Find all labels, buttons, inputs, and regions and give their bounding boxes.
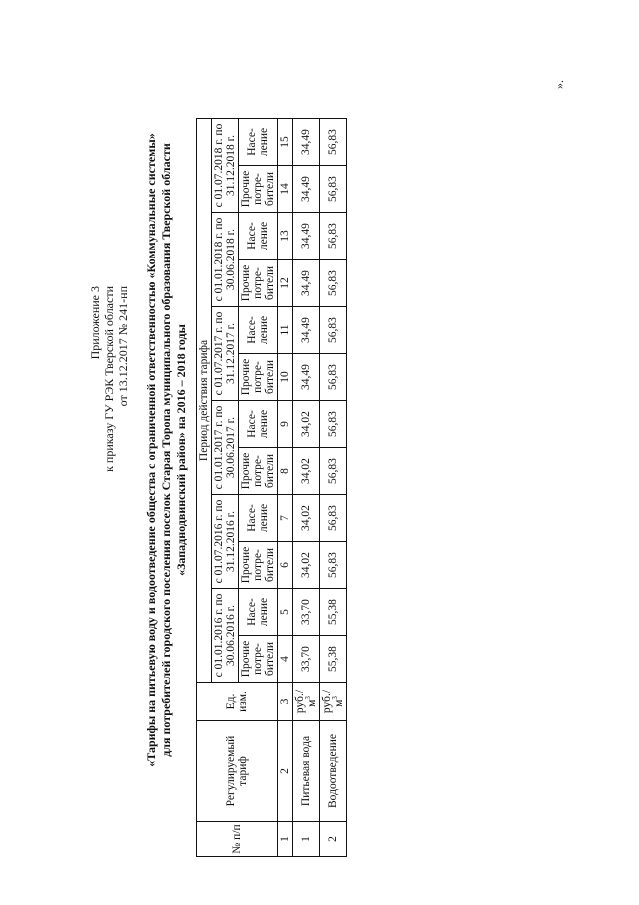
col-index: 6 — [278, 542, 293, 589]
col-index: 11 — [278, 307, 293, 354]
tariff-value: 56,83 — [320, 542, 347, 589]
row-num: 2 — [320, 822, 347, 857]
col-index: 13 — [278, 213, 293, 260]
col-index: 12 — [278, 260, 293, 307]
table-row-wastewater — [320, 119, 347, 857]
sub-population: Насе-ление — [239, 401, 278, 448]
tariff-value: 56,83 — [320, 213, 347, 260]
col-index: 8 — [278, 448, 293, 495]
col-index: 3 — [278, 683, 293, 721]
tariff-value: 56,83 — [320, 401, 347, 448]
tariff-value: 33,70 — [293, 636, 320, 683]
col-index: 14 — [278, 166, 293, 213]
col-index: 5 — [278, 589, 293, 636]
sub-other: Прочие потре-бители — [239, 448, 278, 495]
document-title — [144, 35, 189, 865]
period-6: с 01.07.2018 г. по 31.12.2018 г. — [212, 119, 239, 213]
sub-population: Насе-ление — [239, 307, 278, 354]
sub-population: Насе-ление — [239, 213, 278, 260]
tariff-value: 56,83 — [320, 166, 347, 213]
title-line-2: для потребителей городского поселения поселок Старая Торопа муниципального образования Тверской области — [159, 143, 173, 757]
sub-population: Насе-ление — [239, 495, 278, 542]
header-row-1 — [197, 119, 212, 857]
annex-line-2: к приказу ГУ РЭК Тверской области — [102, 286, 116, 472]
tariff-value: 34,02 — [293, 448, 320, 495]
period-4: с 01.07.2017 г. по 31.12.2017 г. — [212, 307, 239, 401]
closing-quote: ». — [552, 80, 566, 89]
tariff-value: 56,83 — [320, 495, 347, 542]
tariff-value: 34,49 — [293, 307, 320, 354]
tariff-value: 34,49 — [293, 166, 320, 213]
index-row — [278, 119, 293, 857]
header-tariff: Регулируемый тариф — [197, 721, 278, 822]
sub-other: Прочие потре-бители — [239, 166, 278, 213]
table-row-water — [293, 119, 320, 857]
row-unit: $руб./м^3$ — [293, 683, 320, 721]
tariff-value: 34,49 — [293, 213, 320, 260]
sub-other: Прочие потре-бители — [239, 260, 278, 307]
col-index: 7 — [278, 495, 293, 542]
title-line-1: «Тарифы на питьевую воду и водоотведение общества с ограниченной ответственностью «Коммунальные системы» — [144, 133, 158, 767]
tariff-value: 34,49 — [293, 119, 320, 166]
header-unit: Ед. изм. — [197, 683, 278, 721]
title-line-3: «Западнодвинский район» на 2016 – 2018 годы — [174, 324, 188, 576]
col-index: 2 — [278, 721, 293, 822]
col-index: 4 — [278, 636, 293, 683]
sub-population: Насе-ление — [239, 589, 278, 636]
col-index: 15 — [278, 119, 293, 166]
row-unit: $руб./м^3$ — [320, 683, 347, 721]
tariff-value: 34,49 — [293, 354, 320, 401]
tariff-value: 55,38 — [320, 636, 347, 683]
period-2: с 01.07.2016 г. по 31.12.2016 г. — [212, 495, 239, 589]
col-index: 10 — [278, 354, 293, 401]
period-3: с 01.01.2017 г. по 30.06.2017 г. — [212, 401, 239, 495]
tariff-value: 55,38 — [320, 589, 347, 636]
sub-other: Прочие потре-бители — [239, 636, 278, 683]
tariff-table — [196, 118, 347, 857]
header-num: № п/п — [197, 822, 278, 857]
tariff-value: 34,49 — [293, 260, 320, 307]
tariff-value: 56,83 — [320, 119, 347, 166]
annex-block — [88, 286, 130, 472]
period-1: с 01.01.2016 г. по 30.06.2016 г. — [212, 589, 239, 683]
header-period: Период действия тарифа — [197, 119, 212, 683]
tariff-value: 56,83 — [320, 448, 347, 495]
annex-line-1: Приложение 3 — [88, 286, 102, 360]
sub-other: Прочие потре-бители — [239, 354, 278, 401]
tariff-value: 56,83 — [320, 307, 347, 354]
period-5: с 01.01.2018 г. по 30.06.2018 г. — [212, 213, 239, 307]
tariff-value: 34,02 — [293, 401, 320, 448]
tariff-value: 56,83 — [320, 354, 347, 401]
row-tariff-name: Питьевая вода — [293, 721, 320, 822]
col-index: 1 — [278, 822, 293, 857]
tariff-value: 34,02 — [293, 542, 320, 589]
tariff-value: 56,83 — [320, 260, 347, 307]
sub-other: Прочие потре-бители — [239, 542, 278, 589]
sub-population: Насе-ление — [239, 119, 278, 166]
col-index: 9 — [278, 401, 293, 448]
row-tariff-name: Водоотведение — [320, 721, 347, 822]
tariff-value: 33,70 — [293, 589, 320, 636]
annex-line-3: от 13.12.2017 № 241-нп — [116, 286, 130, 407]
tariff-value: 34,02 — [293, 495, 320, 542]
row-num: 1 — [293, 822, 320, 857]
